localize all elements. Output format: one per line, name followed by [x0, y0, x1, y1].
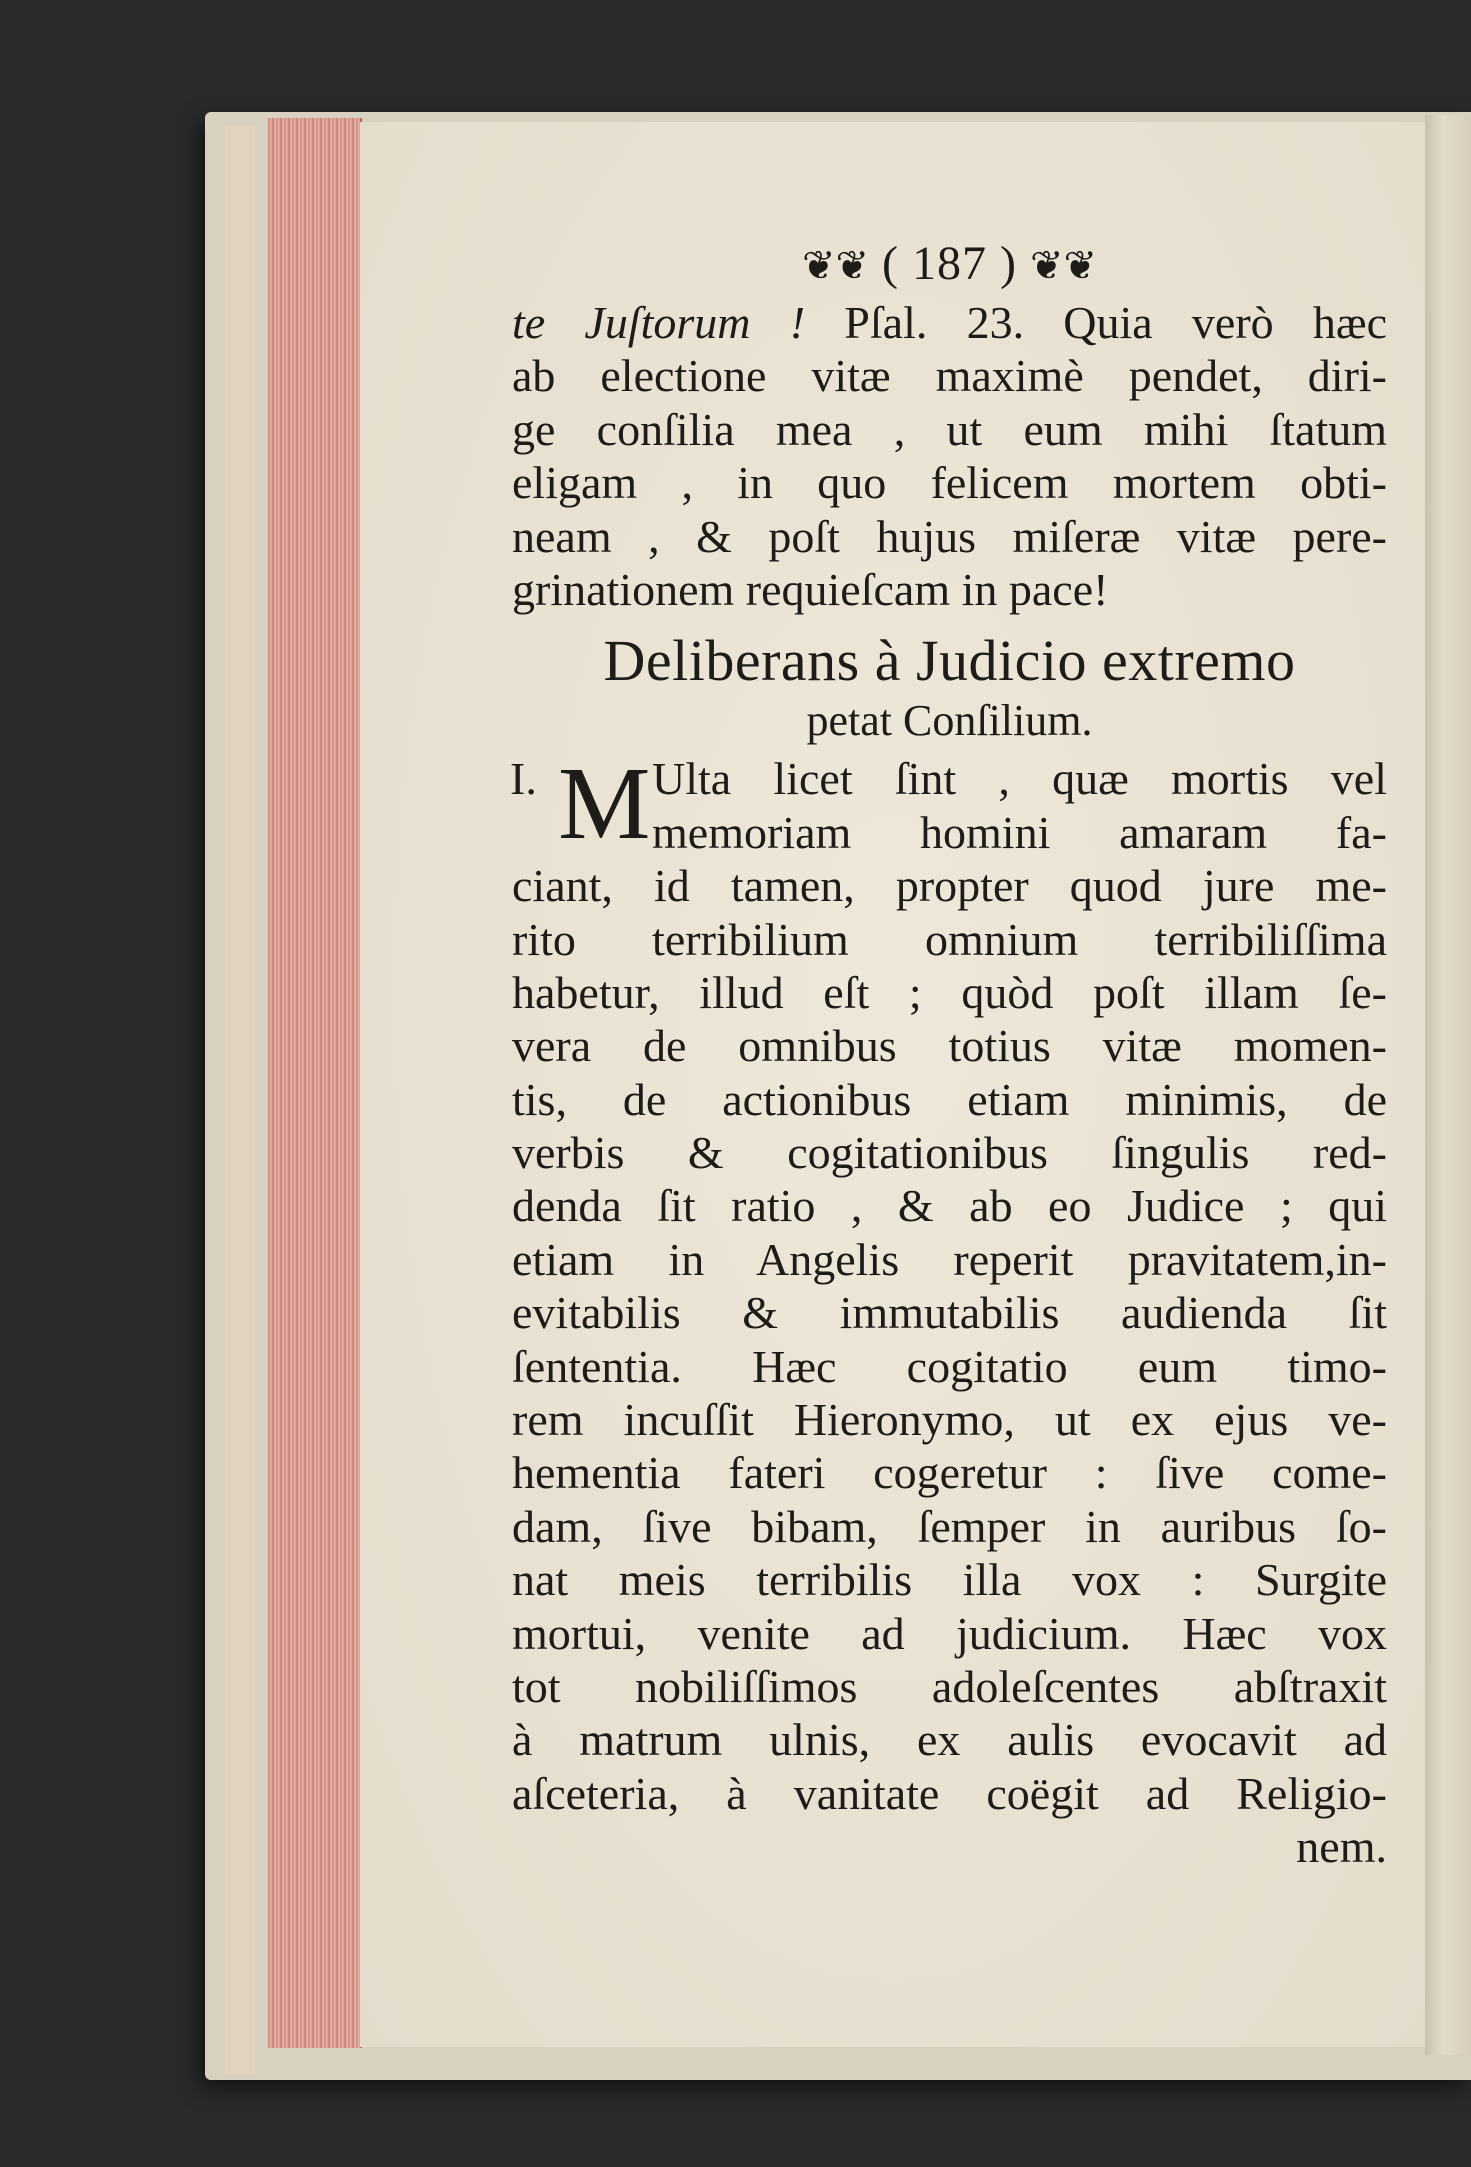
drop-capital: M [558, 746, 651, 862]
catchword: nem. [1296, 1821, 1387, 1873]
text-line: Ulta licet ſint , quæ mortis vel [652, 753, 1387, 805]
red-page-edges [268, 118, 362, 2048]
facing-page-edge [1425, 115, 1471, 2055]
section-subtitle: petat Conſilium. [806, 696, 1093, 746]
text-line: à matrum ulnis, ex aulis evocavit ad [512, 1714, 1387, 1766]
text-line: dam, ſive bibam, ſemper in auribus ſo- [512, 1500, 1387, 1552]
text-line: etiam in Angelis reperit pravitatem,in- [512, 1233, 1387, 1285]
text-line: ab electione vitæ maximè pendet, diri- [512, 350, 1387, 402]
ornament-left-icon: ❦❦ [801, 243, 870, 288]
text-line: tis, de actionibus etiam minimis, de [512, 1073, 1387, 1125]
line-text: Pſal. 23. Quia verò hæc [805, 297, 1387, 348]
text-line: eligam , in quo felicem mortem obti- [512, 457, 1387, 509]
text-line: ſententia. Hæc cogitatio eum timo- [512, 1340, 1387, 1392]
text-line: ciant, id tamen, propter quod jure me- [512, 860, 1387, 912]
text-line [512, 296, 1387, 349]
text-line: nat meis terribilis illa vox : Surgite [512, 1554, 1387, 1606]
intro-block [512, 296, 1387, 616]
page-number: ( 187 ) [882, 237, 1017, 290]
text-line: evitabilis & immutabilis audienda ſit [512, 1287, 1387, 1339]
text-line: vera de omnibus totius vitæ momen- [512, 1020, 1387, 1072]
text-line: grinationem requieſcam in pace! [512, 563, 1109, 615]
page-text [512, 232, 1387, 1967]
italic-phrase: te Juſtorum ! [512, 297, 806, 348]
text-line: rito terribilium omnium terribiliſſima [512, 913, 1387, 965]
text-line: verbis & cogitationibus ſingulis red- [512, 1127, 1387, 1179]
text-line: aſceteria, à vanitate coëgit ad Religio- [512, 1767, 1387, 1819]
paragraph-number: I. [510, 753, 537, 805]
book-spine-edge [225, 125, 255, 2075]
section-title: Deliberans à Judicio extremo [603, 628, 1296, 694]
text-line: habetur, illud eſt ; quòd poſt illam ſe- [512, 966, 1387, 1018]
ornament-right-icon: ❦❦ [1029, 243, 1098, 288]
text-line: ge conſilia mea , ut eum mihi ſtatum [512, 403, 1387, 455]
text-line: rem incuſſit Hieronymo, ut ex ejus ve- [512, 1394, 1387, 1446]
page-header [512, 232, 1387, 296]
paragraph [510, 746, 1387, 1873]
text-line: tot nobiliſſimos adoleſcentes abſtraxit [512, 1660, 1387, 1712]
text-line: denda ſit ratio , & ab eo Judice ; qui [512, 1180, 1387, 1232]
text-line: memoriam homini amaram fa- [652, 806, 1387, 858]
text-line: mortui, venite ad judicium. Hæc vox [512, 1607, 1387, 1659]
text-line: neam , & poſt hujus miſeræ vitæ pere- [512, 510, 1387, 562]
text-line: hementia fateri cogeretur : ſive come- [512, 1447, 1387, 1499]
